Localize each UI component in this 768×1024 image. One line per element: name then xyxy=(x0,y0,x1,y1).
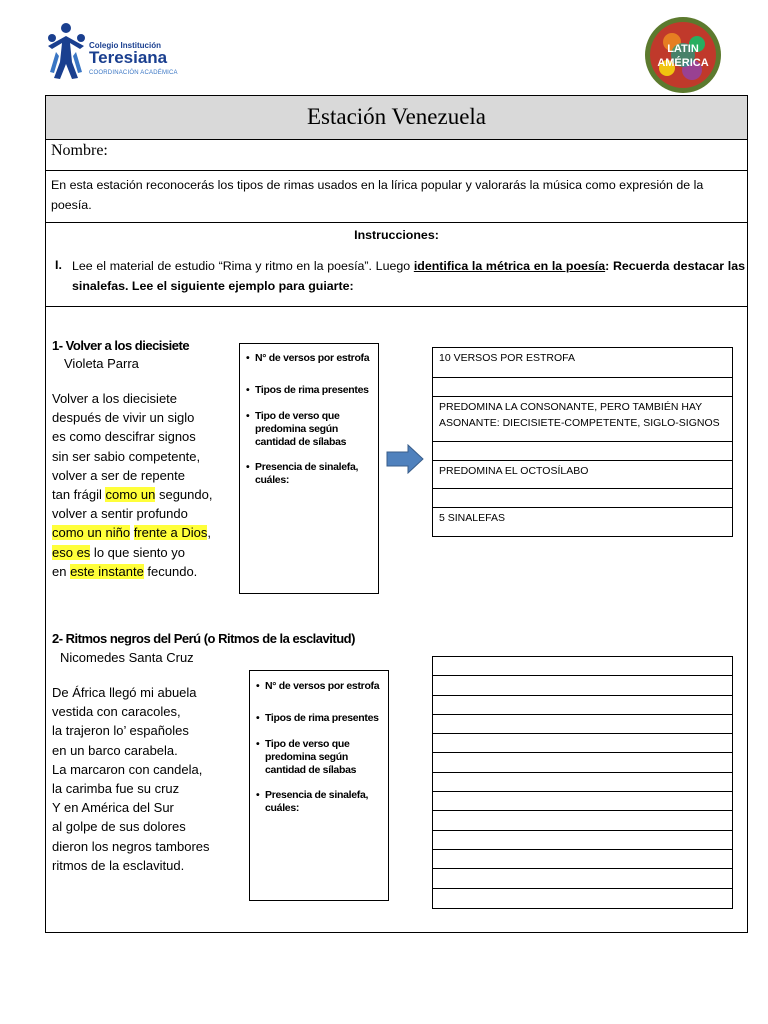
answer-cell[interactable] xyxy=(433,734,732,753)
page-title: Estación Venezuela xyxy=(306,104,487,129)
criteria-item: • Presencia de sinalefa, cuáles: xyxy=(246,461,359,486)
latin-america-logo xyxy=(642,14,724,96)
answer-cell[interactable] xyxy=(433,676,732,695)
poem2-criteria-box xyxy=(249,670,389,901)
answer-cell: PREDOMINA LA CONSONANTE, PERO TAMBIÉN HAY ASONANTE: DIECISIETE-COMPETENTE, SIGLO-SIGNOS xyxy=(433,397,732,442)
criteria-item: • Tipos de rima presentes xyxy=(256,712,379,724)
title-row xyxy=(45,95,748,140)
poem1-verses xyxy=(52,389,212,581)
answer-cell[interactable] xyxy=(433,696,732,715)
poem-verse: De África llegó mi abuela xyxy=(52,685,197,700)
sinalefa-highlight: frente a Dios xyxy=(133,525,208,541)
poem-verse: tan frágil como un segundo, xyxy=(52,487,213,503)
sinalefa-highlight: como un niño xyxy=(52,525,131,541)
answer-cell xyxy=(433,442,732,461)
answer-cell[interactable] xyxy=(433,773,732,792)
answer-cell: 5 SINALEFAS xyxy=(439,512,505,524)
teresiana-figures-icon xyxy=(44,22,88,82)
answer-cell[interactable] xyxy=(433,753,732,772)
answer-cell[interactable] xyxy=(433,792,732,811)
instructions-text-part2: : Recuerda destacar las sinalefas. Lee el siguiente ejemplo para guiarte: xyxy=(72,259,746,293)
criteria-item: • N° de versos por estrofa xyxy=(256,680,380,692)
instructions-title: Instrucciones: xyxy=(354,228,439,242)
answer-cell xyxy=(433,378,732,397)
poem-verse: en este instante fecundo. xyxy=(52,563,198,579)
poem-verse: la carimba fue su cruz xyxy=(52,781,180,797)
poem2-title: 2- Ritmos negros del Perú (o Ritmos de la esclavitud) xyxy=(52,631,355,646)
poem-verse: después de vivir un siglo xyxy=(52,410,195,426)
criteria-item: • Tipo de verso que predomina según cantidad de sílabas xyxy=(246,410,347,448)
poem-verse: eso es lo que siento yo xyxy=(52,544,185,560)
instructions-number: I. xyxy=(55,258,62,272)
intro-row xyxy=(45,171,748,223)
poem-verse: Y en América del Sur xyxy=(52,800,174,816)
poem2-verses xyxy=(52,683,210,875)
answer-cell[interactable] xyxy=(433,715,732,734)
logo-line-3: COORDINACIÓN ACADÉMICA xyxy=(89,70,178,76)
poem-verse: la trajeron lo’ españoles xyxy=(52,723,189,739)
criteria-item: • N° de versos por estrofa xyxy=(246,352,370,364)
sinalefa-highlight: este instante xyxy=(70,563,144,579)
poem-verse: La marcaron con candela, xyxy=(52,761,203,777)
poem2-answer-table xyxy=(432,656,733,909)
latin-america-collage-icon xyxy=(642,14,724,96)
logo-line-1: Colegio Institución xyxy=(89,41,161,50)
answer-cell[interactable] xyxy=(433,831,732,850)
name-label: Nombre: xyxy=(51,142,108,159)
poem-verse: Volver a los diecisiete xyxy=(52,391,178,406)
criteria-item: • Tipo de verso que predomina según cantidad de sílabas xyxy=(256,738,357,776)
answer-cell[interactable] xyxy=(433,889,732,908)
poem2-author: Nicomedes Santa Cruz xyxy=(60,650,194,665)
instructions-row xyxy=(45,223,748,307)
answer-cell xyxy=(433,489,732,508)
poem1-answer-table xyxy=(432,347,733,537)
school-logo xyxy=(44,22,194,82)
intro-text: En esta estación reconocerás los tipos de rimas usados en la lírica popular y valorarás la música como expresión de la poesía. xyxy=(51,178,704,212)
poem-verse: volver a sentir profundo xyxy=(52,506,188,522)
poem1-title: 1- Volver a los diecisiete xyxy=(52,338,190,353)
answer-cell[interactable] xyxy=(433,869,732,888)
poem1-author: Violeta Parra xyxy=(64,356,139,371)
instructions-text-part1: Lee el material de estudio “Rima y ritmo en la poesía”. Luego xyxy=(72,259,414,273)
poem-verse: dieron los negros tambores xyxy=(52,838,210,854)
instructions-emphasis: identifica la métrica en la poesía xyxy=(413,259,606,273)
logo-text-latin: LATIN xyxy=(667,43,699,55)
poem-verse: vestida con caracoles, xyxy=(52,704,181,720)
answer-cell[interactable] xyxy=(433,811,732,830)
poem-verse: como un niño frente a Dios, xyxy=(52,525,212,541)
poem-verse: ritmos de la esclavitud. xyxy=(52,857,185,873)
poem-verse: en un barco carabela. xyxy=(52,742,178,758)
sinalefa-highlight: como un xyxy=(105,487,156,503)
right-arrow-icon xyxy=(386,444,424,474)
criteria-item: • Presencia de sinalefa, cuáles: xyxy=(256,789,369,814)
poem-verse: al golpe de sus dolores xyxy=(52,819,186,835)
answer-cell: PREDOMINA EL OCTOSÍLABO xyxy=(433,461,732,489)
poem-verse: sin ser sabio competente, xyxy=(52,448,201,464)
poem2-criteria-list xyxy=(250,671,388,815)
poem-verse: volver a ser de repente xyxy=(52,467,185,483)
logo-text-america: AMÉRICA xyxy=(657,57,709,69)
answer-cell[interactable] xyxy=(433,657,732,676)
criteria-item: • Tipos de rima presentes xyxy=(246,384,369,396)
answer-cell[interactable] xyxy=(433,850,732,869)
logo-line-2: Teresiana xyxy=(89,48,168,67)
instructions-text xyxy=(72,256,745,296)
answer-cell: 10 VERSOS POR ESTROFA xyxy=(433,348,732,378)
name-row xyxy=(45,140,748,171)
sinalefa-highlight: eso es xyxy=(52,544,91,560)
poem-verse: es como descifrar signos xyxy=(52,429,196,445)
poem1-criteria-list xyxy=(240,344,378,487)
poem1-criteria-box xyxy=(239,343,379,594)
